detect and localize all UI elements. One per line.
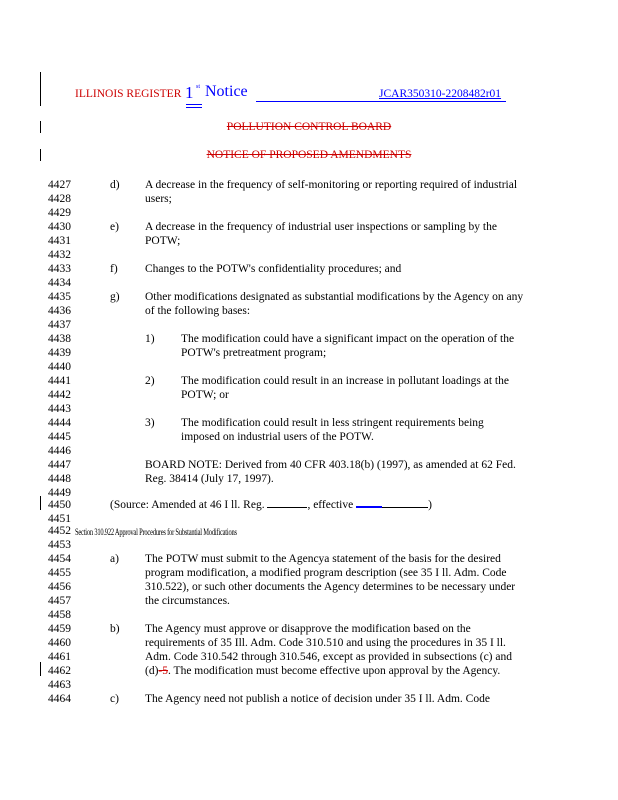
- item-text: POTW; or: [181, 389, 229, 401]
- notice-superscript: st: [196, 84, 201, 90]
- line-number: 4448: [48, 473, 71, 485]
- line-number: 4438: [48, 333, 71, 345]
- line-number: 4441: [48, 375, 71, 387]
- line-number: 4457: [48, 595, 71, 607]
- item-text: program modification, a modified program description (see 35 I ll. Adm. Code: [145, 567, 507, 579]
- line-number: 4460: [48, 637, 71, 649]
- item-text: Adm. Code 310.542 through 310.546, except as provided in subsections (c) and: [145, 651, 512, 663]
- line-number: 4433: [48, 263, 71, 275]
- change-bar: [40, 662, 41, 676]
- line-number: 4449: [48, 487, 71, 499]
- item-text-part: . The modification must become effective upon approval by the Agency.: [168, 665, 501, 677]
- line-number: 4454: [48, 553, 71, 565]
- deleted-text: -5: [158, 665, 169, 677]
- item-text: The POTW must submit to the Agencya statement of the basis for the desired: [145, 553, 501, 565]
- item-marker: e): [110, 221, 119, 233]
- item-text: requirements of 35 Ill. Adm. Code 310.510 and using the procedures in 35 I ll.: [145, 637, 506, 649]
- line-number: 4429: [48, 207, 71, 219]
- item-text: Other modifications designated as substantial modifications by the Agency on any: [145, 291, 524, 303]
- line-number: 4446: [48, 445, 71, 457]
- notice-label: Notice: [205, 83, 248, 100]
- line-number: 4452: [48, 525, 71, 537]
- item-text: the circumstances.: [145, 595, 230, 607]
- item-text: The Agency must approve or disapprove the modification based on the: [145, 623, 471, 635]
- board-note: Reg. 38414 (July 17, 1997).: [145, 473, 274, 485]
- item-text: A decrease in the frequency of self-monitoring or reporting required of industrial: [145, 179, 518, 191]
- line-number: 4447: [48, 459, 71, 471]
- item-text: The modification could result in less stringent requirements being: [181, 417, 484, 429]
- item-text: of the following bases:: [145, 305, 251, 317]
- line-number: 4451: [48, 513, 71, 525]
- notice-title: NOTICE OF PROPOSED AMENDMENTS: [206, 149, 412, 161]
- item-marker: 1): [145, 333, 155, 345]
- section-heading: Section 310.922 Approval Procedures for Substantial Modifications: [75, 527, 237, 537]
- page-header: [75, 84, 575, 108]
- line-number: 4445: [48, 431, 71, 443]
- item-text: The Agency need not publish a notice of decision under 35 I ll. Adm. Code: [145, 693, 490, 705]
- item-text: POTW's pretreatment program;: [181, 347, 327, 359]
- item-marker: 3): [145, 417, 155, 429]
- header-dash: [186, 107, 202, 108]
- line-number: 4435: [48, 291, 71, 303]
- line-number: 4431: [48, 235, 71, 247]
- header-dash: [186, 104, 202, 105]
- line-number: 4456: [48, 581, 71, 593]
- item-marker: a): [110, 553, 119, 565]
- header-rule: [256, 101, 506, 102]
- line-number: 4430: [48, 221, 71, 233]
- line-number: 4461: [48, 651, 71, 663]
- change-bar: [40, 496, 41, 510]
- item-text: 310.522), or such other documents the Agency determines to be necessary under: [145, 581, 516, 593]
- line-number: 4436: [48, 305, 71, 317]
- item-text: [145, 664, 500, 678]
- source-text: ): [428, 499, 432, 511]
- item-text: Changes to the POTW's confidentiality procedures; and: [145, 263, 402, 275]
- item-text: users;: [145, 193, 172, 205]
- line-number: 4463: [48, 679, 71, 691]
- change-bar: [40, 72, 41, 106]
- jcar-id: JCAR350310-2208482r01: [379, 88, 502, 100]
- line-number: 4464: [48, 693, 71, 705]
- board-note: BOARD NOTE: Derived from 40 CFR 403.18(b) (1997), as amended at 62 Fed.: [145, 459, 516, 471]
- line-number: 4439: [48, 347, 71, 359]
- line-number: 4450: [48, 499, 71, 511]
- item-text: The modification could result in an increase in pollutant loadings at the: [181, 375, 509, 387]
- line-number: 4453: [48, 539, 71, 551]
- line-number: 4427: [48, 179, 71, 191]
- line-number: 4444: [48, 417, 71, 429]
- line-number: 4462: [48, 665, 71, 677]
- item-text-part: (d): [145, 665, 159, 677]
- notice-number: 1: [185, 83, 194, 102]
- item-text: The modification could have a significant impact on the operation of the: [181, 333, 515, 345]
- item-marker: 2): [145, 375, 155, 387]
- line-number: 4434: [48, 277, 71, 289]
- register-label: ILLINOIS REGISTER: [75, 88, 182, 100]
- source-text: , effective: [307, 499, 354, 511]
- item-text: imposed on industrial users of the POTW.: [181, 431, 374, 443]
- source-note: [110, 498, 432, 512]
- line-number: 4443: [48, 403, 71, 415]
- board-title: POLLUTION CONTROL BOARD: [226, 121, 392, 133]
- item-marker: g): [110, 291, 120, 303]
- item-marker: f): [110, 263, 118, 275]
- line-number: 4455: [48, 567, 71, 579]
- line-number: 4428: [48, 193, 71, 205]
- item-text: POTW;: [145, 235, 181, 247]
- item-marker: d): [110, 179, 120, 191]
- item-marker: b): [110, 623, 120, 635]
- source-text: (Source: Amended at 46 I ll. Reg.: [110, 499, 265, 511]
- line-number: 4437: [48, 319, 71, 331]
- line-number: 4442: [48, 389, 71, 401]
- reg-blank: [267, 507, 307, 508]
- date-blank: [356, 507, 428, 508]
- item-marker: c): [110, 693, 119, 705]
- item-text: A decrease in the frequency of industrial user inspections or sampling by the: [145, 221, 497, 233]
- line-number: 4458: [48, 609, 71, 621]
- line-number: 4440: [48, 361, 71, 373]
- line-number: 4459: [48, 623, 71, 635]
- line-number: 4432: [48, 249, 71, 261]
